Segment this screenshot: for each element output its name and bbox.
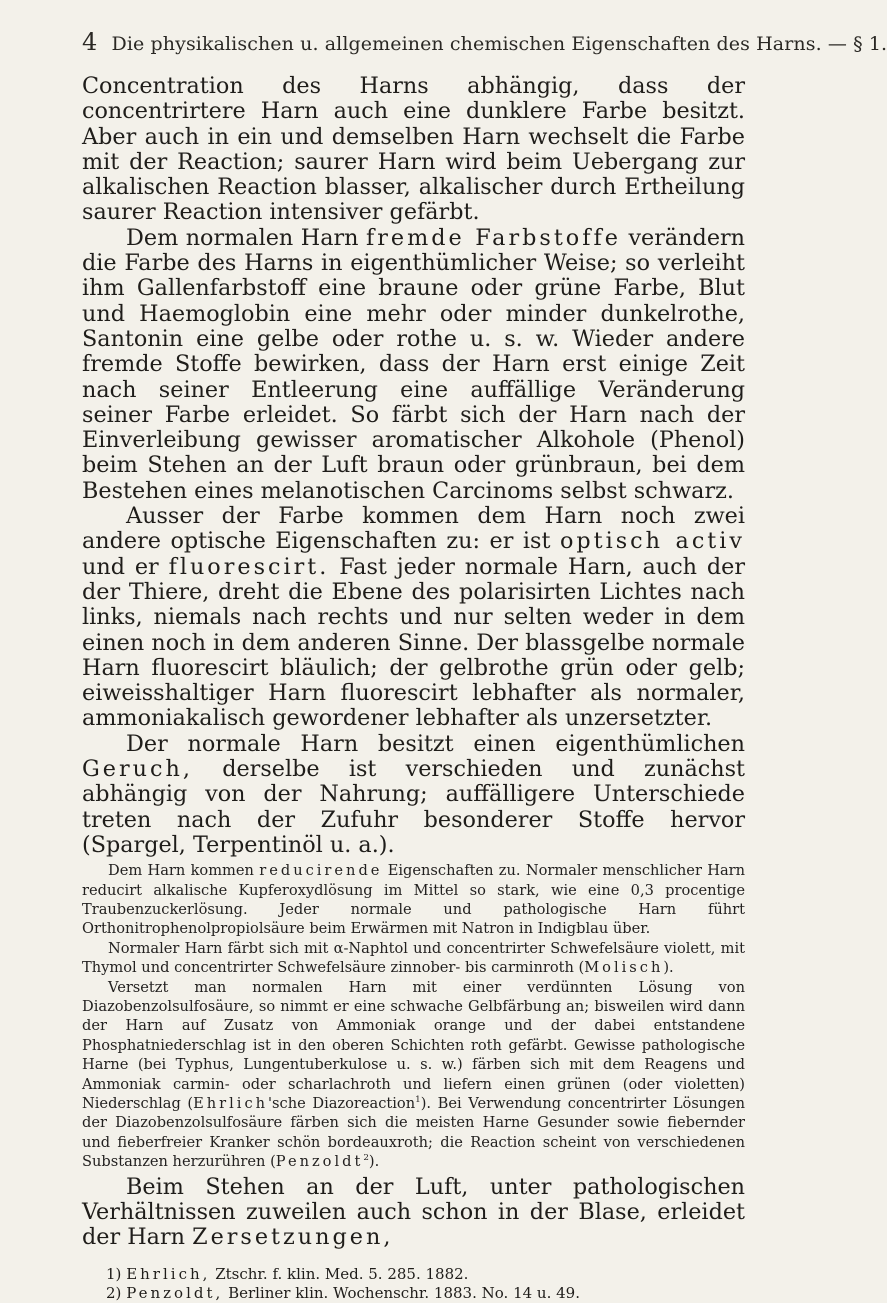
emphasis-optisch-activ: optisch activ	[559, 528, 745, 555]
text-span: 'sche Diazoreaction	[268, 1095, 416, 1113]
author-penzoldt: Penzoldt	[275, 1153, 364, 1171]
running-title: Die physikalischen u. allgemeinen chemischen Eigenschaften des Harns. — § 1.	[111, 33, 887, 55]
text-span: Dem normalen Harn	[126, 224, 359, 251]
footnotes	[82, 1265, 745, 1303]
emphasis-geruch: Geruch,	[82, 756, 193, 783]
small-paragraph-1	[82, 861, 745, 939]
text-span: verändern die Farbe des Harns in eigenthümlicher Weise; so verleiht ihm Gallenfarbstoff eine braune oder grüne Farbe, Blut und Haemoglobin eine mehr oder minder dunkelrothe, Santonin eine gelbe oder rothe u. s. w. Wieder andere fremde Stoffe bewirken, dass der Harn erst einige Zeit nach seiner Entleerung eine auffällige Veränderung seiner Farbe erleidet. So färbt sich der Harn nach der Einverleibung gewisser aromatischer Alkohole (Phenol) beim Stehen an der Luft braun oder grünbraun, bei dem Bestehen eines melanotischen Carcinoms selbst schwarz.	[82, 224, 746, 504]
footnote-1	[106, 1265, 745, 1284]
paragraph-1: Concentration des Harns abhängig, dass der concentrirtere Harn auch eine dunklere Farbe besitzt. Aber auch in ein und demselben Harn wechselt die Farbe mit der Reaction; saurer Harn wird beim Uebergang zur alkalischen Reaction blasser, alkalischer durch Ertheilung saurer Reaction intensiver gefärbt.	[82, 73, 745, 226]
text-span: Eigenschaften zu. Normaler menschlicher Harn reducirt alkalische Kupferoxydlösung im Mittel so stark, wie eine 0,3 procentige Traubenzuckerlösung. Jeder normale und pathologische Harn führt Orthonitrophenolpropiolsäure beim Erwärmen mit Natron in Indigblau über.	[82, 862, 746, 938]
running-header	[82, 28, 887, 56]
paragraph-2	[82, 226, 745, 504]
emphasis-reducirende: reducirende	[259, 862, 383, 880]
small-paragraph-3	[82, 978, 745, 1172]
author-ehrlich: Ehrlich	[193, 1095, 269, 1113]
text-span: Dem Harn kommen	[108, 862, 254, 880]
paragraph-5	[82, 1175, 745, 1251]
paragraph-4	[82, 732, 745, 858]
text-span: ). Bei Verwendung concentrirter Lösungen der Diazobenzolsulfosäure färben sich die meisten Harne Gesunder sowie fiebernder und fieberfreier Kranker schön bordeauxroth; die Reaction scheint von verschiedenen Substanzen herzurühren (	[82, 1095, 745, 1171]
footnote-ref-2[interactable]: 2	[363, 1153, 369, 1164]
emphasis-zersetzungen: Zersetzungen,	[192, 1224, 394, 1251]
text-span: Fast jeder normale Harn, auch der der Thiere, dreht die Ebene des polarisirten Lichtes nach links, niemals nach rechts und nur selten weder in dem einen noch in dem anderen Sinne. Der blassgelbe normale Harn fluorescirt bläulich; der gelbrothe grün oder gelb; eiweisshaltiger Harn fluorescirt lebhafter als normaler, ammoniakalisch gewordener lebhafter als unzersetzter.	[82, 553, 746, 732]
text-span: ).	[663, 959, 674, 977]
main-text-continued	[82, 1175, 745, 1251]
text-span: Versetzt man normalen Harn mit einer verdünnten Lösung von Diazobenzolsulfosäure, so nimmt er eine schwache Gelbfärbung an; bisweilen wird dann der Harn auf Zusatz von Ammoniak orange und der dabei entstandene Phosphatniederschlag ist in den oberen Schichten roth gefärbt. Gewisse pathologische Harne (bei Typhus, Lungentuberkulose u. s. w.) färben sich mit dem Reagens und Ammoniak carmin- oder scharlachroth und liefern einen grünen (oder violetten) Niederschlag (	[82, 978, 745, 1113]
text-span: derselbe ist verschieden und zunächst abhängig von der Nahrung; auffälligere Unterschiede treten nach der Zufuhr besonderer Stoffe hervor (Spargel, Terpentinöl u. a.).	[82, 756, 745, 858]
footnote-author: Ehrlich,	[126, 1264, 211, 1283]
text-span: und er	[82, 553, 159, 580]
page-number: 4	[82, 28, 98, 56]
footnote-author: Penzoldt,	[126, 1283, 224, 1302]
emphasis-fluorescirt: fluorescirt.	[168, 553, 330, 580]
footnote-ref-1[interactable]: 1	[415, 1095, 421, 1106]
footnote-2	[106, 1284, 745, 1303]
footnote-mark: 2)	[106, 1283, 122, 1302]
text-span: ).	[368, 1153, 380, 1171]
author-molisch: Molisch	[584, 959, 664, 977]
text-span: Normaler Harn färbt sich mit α-Naphtol und concentrirter Schwefelsäure violett, mit Thymol und concentrirter Schwefelsäure zinnober- bis carminroth (	[82, 939, 745, 977]
paragraph-3	[82, 504, 745, 732]
text-span: Beim Stehen an der Luft, unter pathologischen Verhältnissen zuweilen auch schon in der Blase, erleidet der Harn	[82, 1173, 745, 1251]
footnote-reference: Berliner klin. Wochenschr. 1883. No. 14 u. 49.	[228, 1283, 580, 1302]
emphasis-fremde-farbstoffe: fremde Farbstoffe	[366, 224, 621, 251]
small-print-section	[82, 861, 745, 1172]
footnote-mark: 1)	[106, 1264, 122, 1283]
text-span: Der normale Harn besitzt einen eigenthümlichen	[126, 730, 745, 757]
main-text	[82, 74, 745, 858]
small-paragraph-2	[82, 939, 745, 978]
footnote-reference: Ztschr. f. klin. Med. 5. 285. 1882.	[215, 1264, 469, 1283]
text-span: Ausser der Farbe kommen dem Harn noch zwei andere optische Eigenschaften zu: er ist	[82, 503, 745, 555]
